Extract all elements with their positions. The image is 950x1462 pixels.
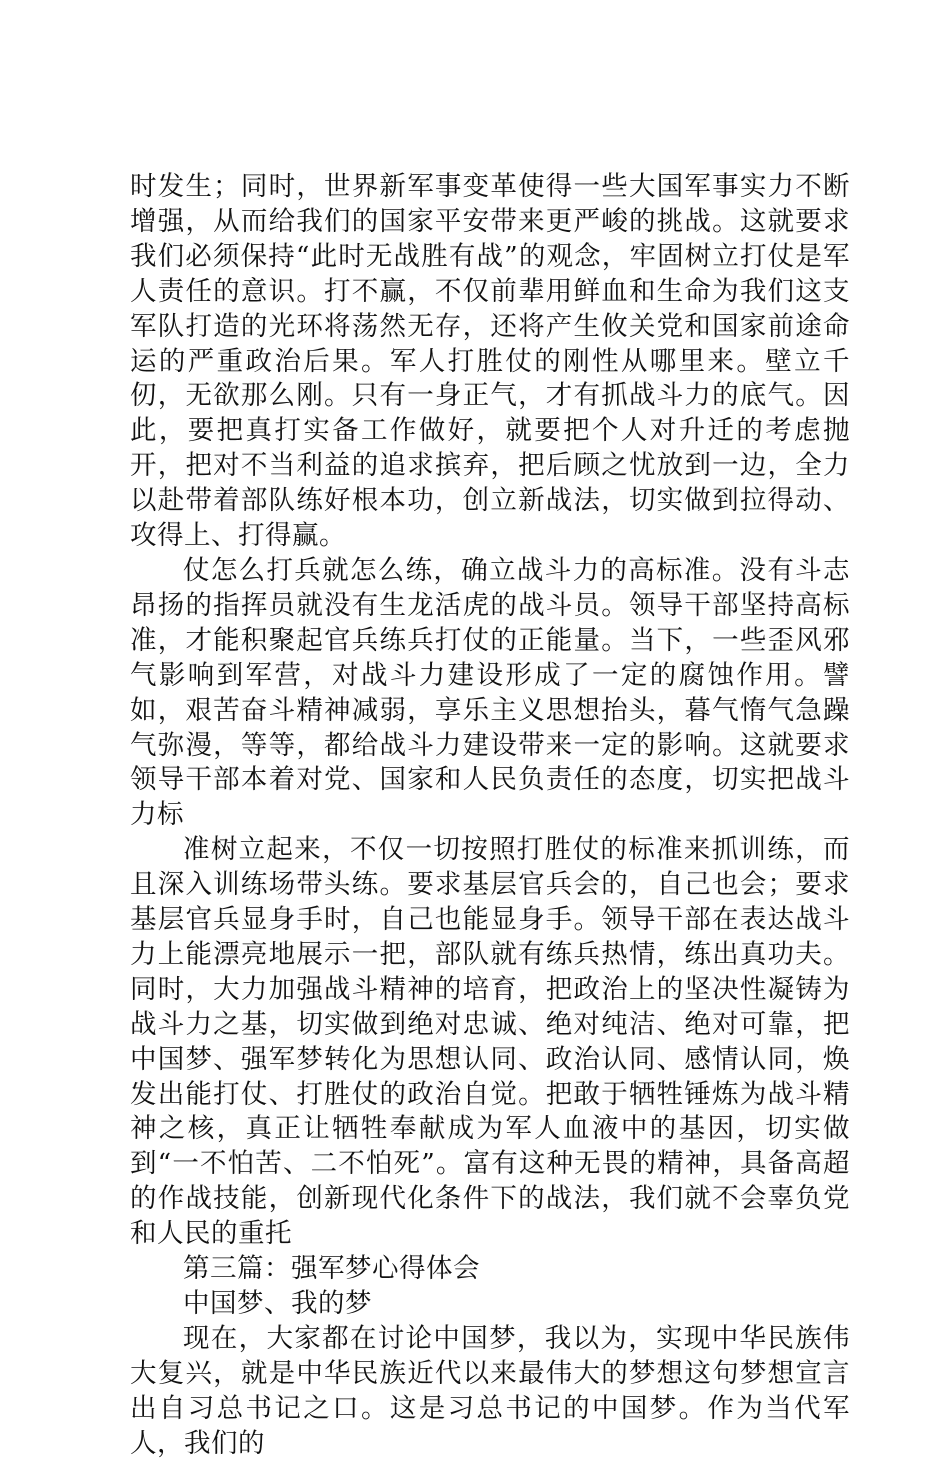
- paragraph-1: 时发生；同时，世界新军事变革使得一些大国军事实力不断增强，从而给我们的国家平安带来更严峻的挑战。这就要求我们必须保持“此时无战胜有战”的观念，牢固树立打仗是军人责任的意识。打不赢，不仅前辈用鲜血和生命为我们这支军队打造的光环将荡然无存，还将产生攸关党和国家前途命运的严重政治后果。军人打胜仗的刚性从哪里来。壁立千仞，无欲那么刚。只有一身正气，才有抓战斗力的底气。因此，要把真打实备工作做好，就要把个人对升迁的考虑抛开，把对不当利益的追求摈弃，把后顾之忧放到一边，全力以赴带着部队练好根本功，创立新战法，切实做到拉得动、攻得上、打得赢。: [130, 171, 850, 552]
- paragraph-3: 准树立起来，不仅一切按照打胜仗的标准来抓训练，而且深入训练场带头练。要求基层官兵会的，自己也会；要求基层官兵显身手时，自己也能显身手。领导干部在表达战斗力上能漂亮地展示一把，部队就有练兵热情，练出真功夫。同时，大力加强战斗精神的培育，把政治上的坚决性凝铸为战斗力之基，切实做到绝对忠诚、绝对纯洁、绝对可靠，把中国梦、强军梦转化为思想认同、政治认同、感情认同，焕发出能打仗、打胜仗的政治自觉。把敢于牺牲锤炼为战斗精神之核，真正让牺牲奉献成为军人血液中的基因，切实做到“一不怕苦、二不怕死”。富有这种无畏的精神，具备高超的作战技能，创新现代化条件下的战法，我们就不会辜负党和人民的重托: [130, 834, 850, 1250]
- paragraph-4: 现在，大家都在讨论中国梦，我以为，实现中华民族伟大复兴，就是中华民族近代以来最伟大的梦想这句梦想宣言出自习总书记之口。这是习总书记的中国梦。作为当代军人，我们的: [130, 1322, 850, 1459]
- section-heading: 第三篇：强军梦心得体会: [183, 1253, 480, 1285]
- paragraph-2: 仗怎么打兵就怎么练，确立战斗力的高标准。没有斗志昂扬的指挥员就没有生龙活虎的战斗员。领导干部坚持高标准，才能积聚起官兵练兵打仗的正能量。当下，一些歪风邪气影响到军营，对战斗力建设形成了一定的腐蚀作用。譬如，艰苦奋斗精神减弱，享乐主义思想抬头，暮气惰气急躁气弥漫，等等，都给战斗力建设带来一定的影响。这就要求领导干部本着对党、国家和人民负责任的态度，切实把战斗力标: [130, 554, 850, 831]
- subheading: 中国梦、我的梦: [183, 1288, 372, 1319]
- document-page: [130, 170, 850, 1462]
